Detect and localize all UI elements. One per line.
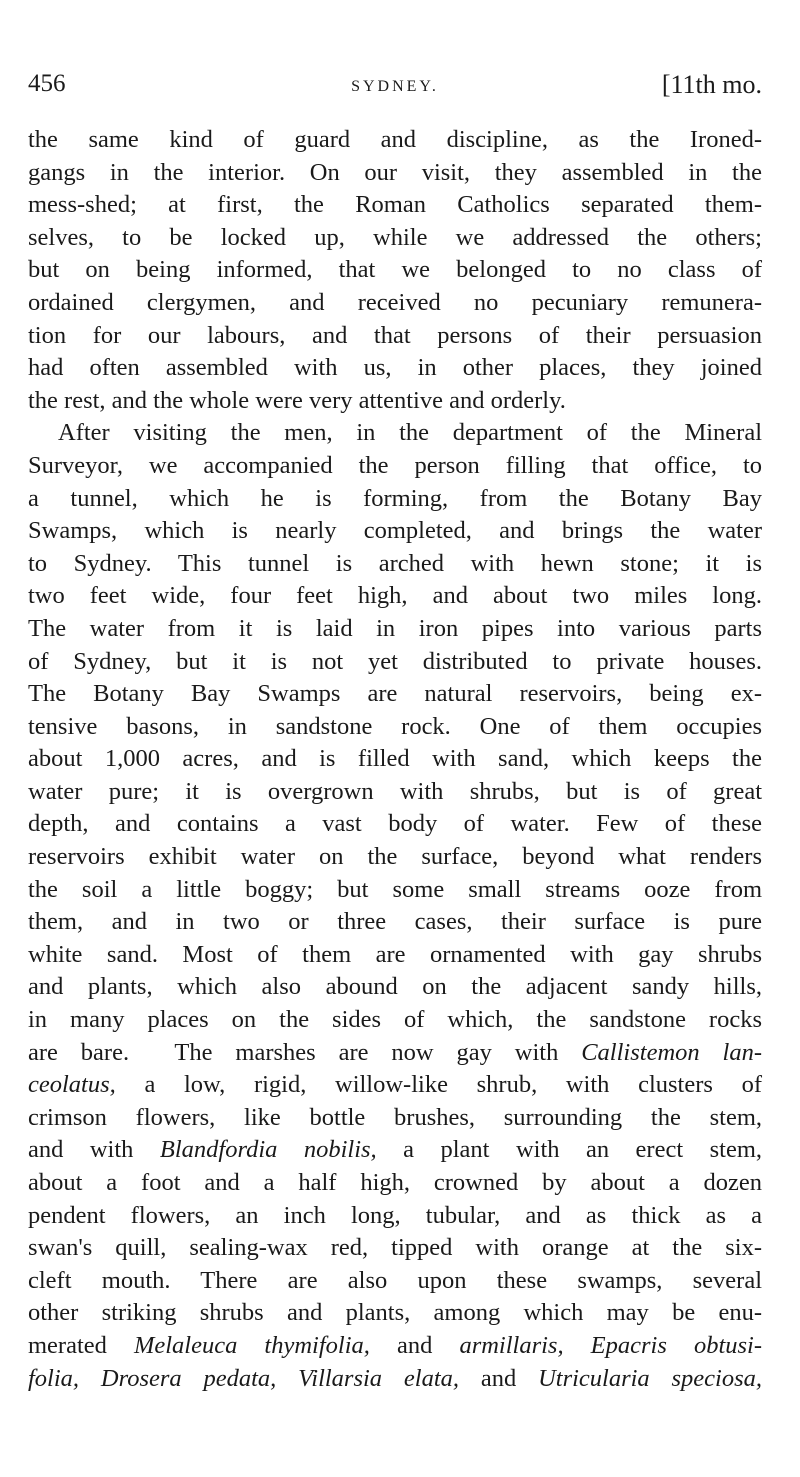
text-line-with-italic — [28, 1069, 762, 1102]
text-line: mess-shed; at first, the Roman Catholics separated them- — [28, 191, 762, 219]
text-line: the rest, and the whole were very attentive and orderly. — [28, 386, 566, 414]
text-line: gangs in the interior. On our visit, they assembled in the — [28, 158, 762, 186]
running-head — [28, 70, 762, 110]
text-line: pendent flowers, an inch long, tubular, and as thick as a — [28, 1201, 762, 1229]
page-number: 456 — [28, 70, 66, 97]
text-line: them, and in two or three cases, their surface is pure — [28, 908, 762, 936]
text-line-with-italic — [28, 1363, 762, 1396]
text-segment: a plant with an erect stem, — [376, 1136, 763, 1164]
text-line: about 1,000 acres, and is filled with sand, which keeps the — [28, 745, 762, 773]
book-page — [28, 70, 763, 1392]
text-line: The water from it is laid in iron pipes into various parts — [28, 614, 762, 642]
text-line: of Sydney, but it is not yet distributed to private houses. — [28, 647, 762, 675]
running-title: SYDNEY. — [351, 78, 439, 95]
text-line: water pure; it is overgrown with shrubs, but is of great — [28, 777, 762, 805]
text-segment: and — [459, 1364, 539, 1392]
text-line: selves, to be locked up, while we addressed the others; — [28, 223, 762, 251]
text-line-with-italic — [28, 1037, 762, 1070]
italic-species-name: Blandfordia nobilis, — [159, 1136, 377, 1164]
text-line: the soil a little boggy; but some small streams ooze from — [28, 875, 762, 903]
text-line: white sand. Most of them are ornamented with gay shrubs — [28, 940, 762, 968]
text-line: ordained clergymen, and received no pecuniary remunera- — [28, 288, 762, 316]
text-line: two feet wide, four feet high, and about two miles long. — [28, 582, 762, 610]
italic-species-name: folia, Drosera pedata, Villarsia elata, — [28, 1364, 460, 1392]
text-line: but on being informed, that we belonged to no class of — [28, 256, 762, 284]
text-segment: a low, rigid, willow-like shrub, with clusters of — [115, 1071, 762, 1099]
italic-species-name: Epacris obtusi- — [590, 1331, 763, 1359]
italic-species-name: Melaleuca thymifolia, — [133, 1331, 370, 1359]
text-line: tensive basons, in sandstone rock. One of them occupies — [28, 712, 762, 740]
text-line: depth, and contains a vast body of water. Few of these — [28, 810, 762, 838]
text-segment: merated — [28, 1331, 134, 1359]
text-line-with-italic — [28, 1330, 762, 1363]
italic-species-name: armillaris, — [459, 1331, 564, 1359]
text-line: the same kind of guard and discipline, as the Ironed- — [28, 126, 762, 153]
text-line: Swamps, which is nearly completed, and brings the water — [28, 517, 762, 545]
text-line-with-italic — [28, 1134, 762, 1167]
text-line: about a foot and a half high, crowned by about a dozen — [28, 1169, 762, 1196]
text-line: tion for our labours, and that persons of their persuasion — [28, 321, 762, 349]
italic-species-name: ceolatus, — [28, 1071, 116, 1099]
text-line: in many places on the sides of which, the sandstone rocks — [28, 1006, 762, 1034]
text-line: crimson flowers, like bottle brushes, surrounding the stem, — [28, 1103, 762, 1131]
text-line: Surveyor, we accompanied the person filling that office, to — [28, 451, 762, 479]
body-text — [28, 124, 762, 1395]
text-line: other striking shrubs and plants, among which may be enu- — [28, 1299, 762, 1327]
text-line: had often assembled with us, in other places, they joined — [28, 354, 762, 382]
text-line: and plants, which also abound on the adjacent sandy hills, — [28, 973, 762, 1001]
text-line: After visiting the men, in the department of the Mineral — [58, 419, 762, 447]
text-line: swan's quill, sealing-wax red, tipped with orange at the six- — [28, 1234, 762, 1262]
italic-species-name: Callistemon lan- — [581, 1038, 763, 1066]
text-line: to Sydney. This tunnel is arched with hewn stone; it is — [28, 549, 762, 577]
italic-species-name: Utricularia speciosa, — [538, 1364, 763, 1392]
text-segment: are bare. The marshes are now gay with — [28, 1038, 582, 1066]
text-line: cleft mouth. There are also upon these swamps, several — [28, 1266, 762, 1294]
text-segment — [564, 1332, 591, 1359]
text-segment: and with — [28, 1136, 160, 1164]
text-line: The Botany Bay Swamps are natural reservoirs, being ex- — [28, 680, 762, 708]
text-segment: and — [369, 1331, 460, 1359]
section-marker: [11th mo. — [661, 70, 762, 99]
text-line: a tunnel, which he is forming, from the Botany Bay — [28, 484, 762, 512]
text-line: reservoirs exhibit water on the surface, beyond what renders — [28, 843, 762, 871]
